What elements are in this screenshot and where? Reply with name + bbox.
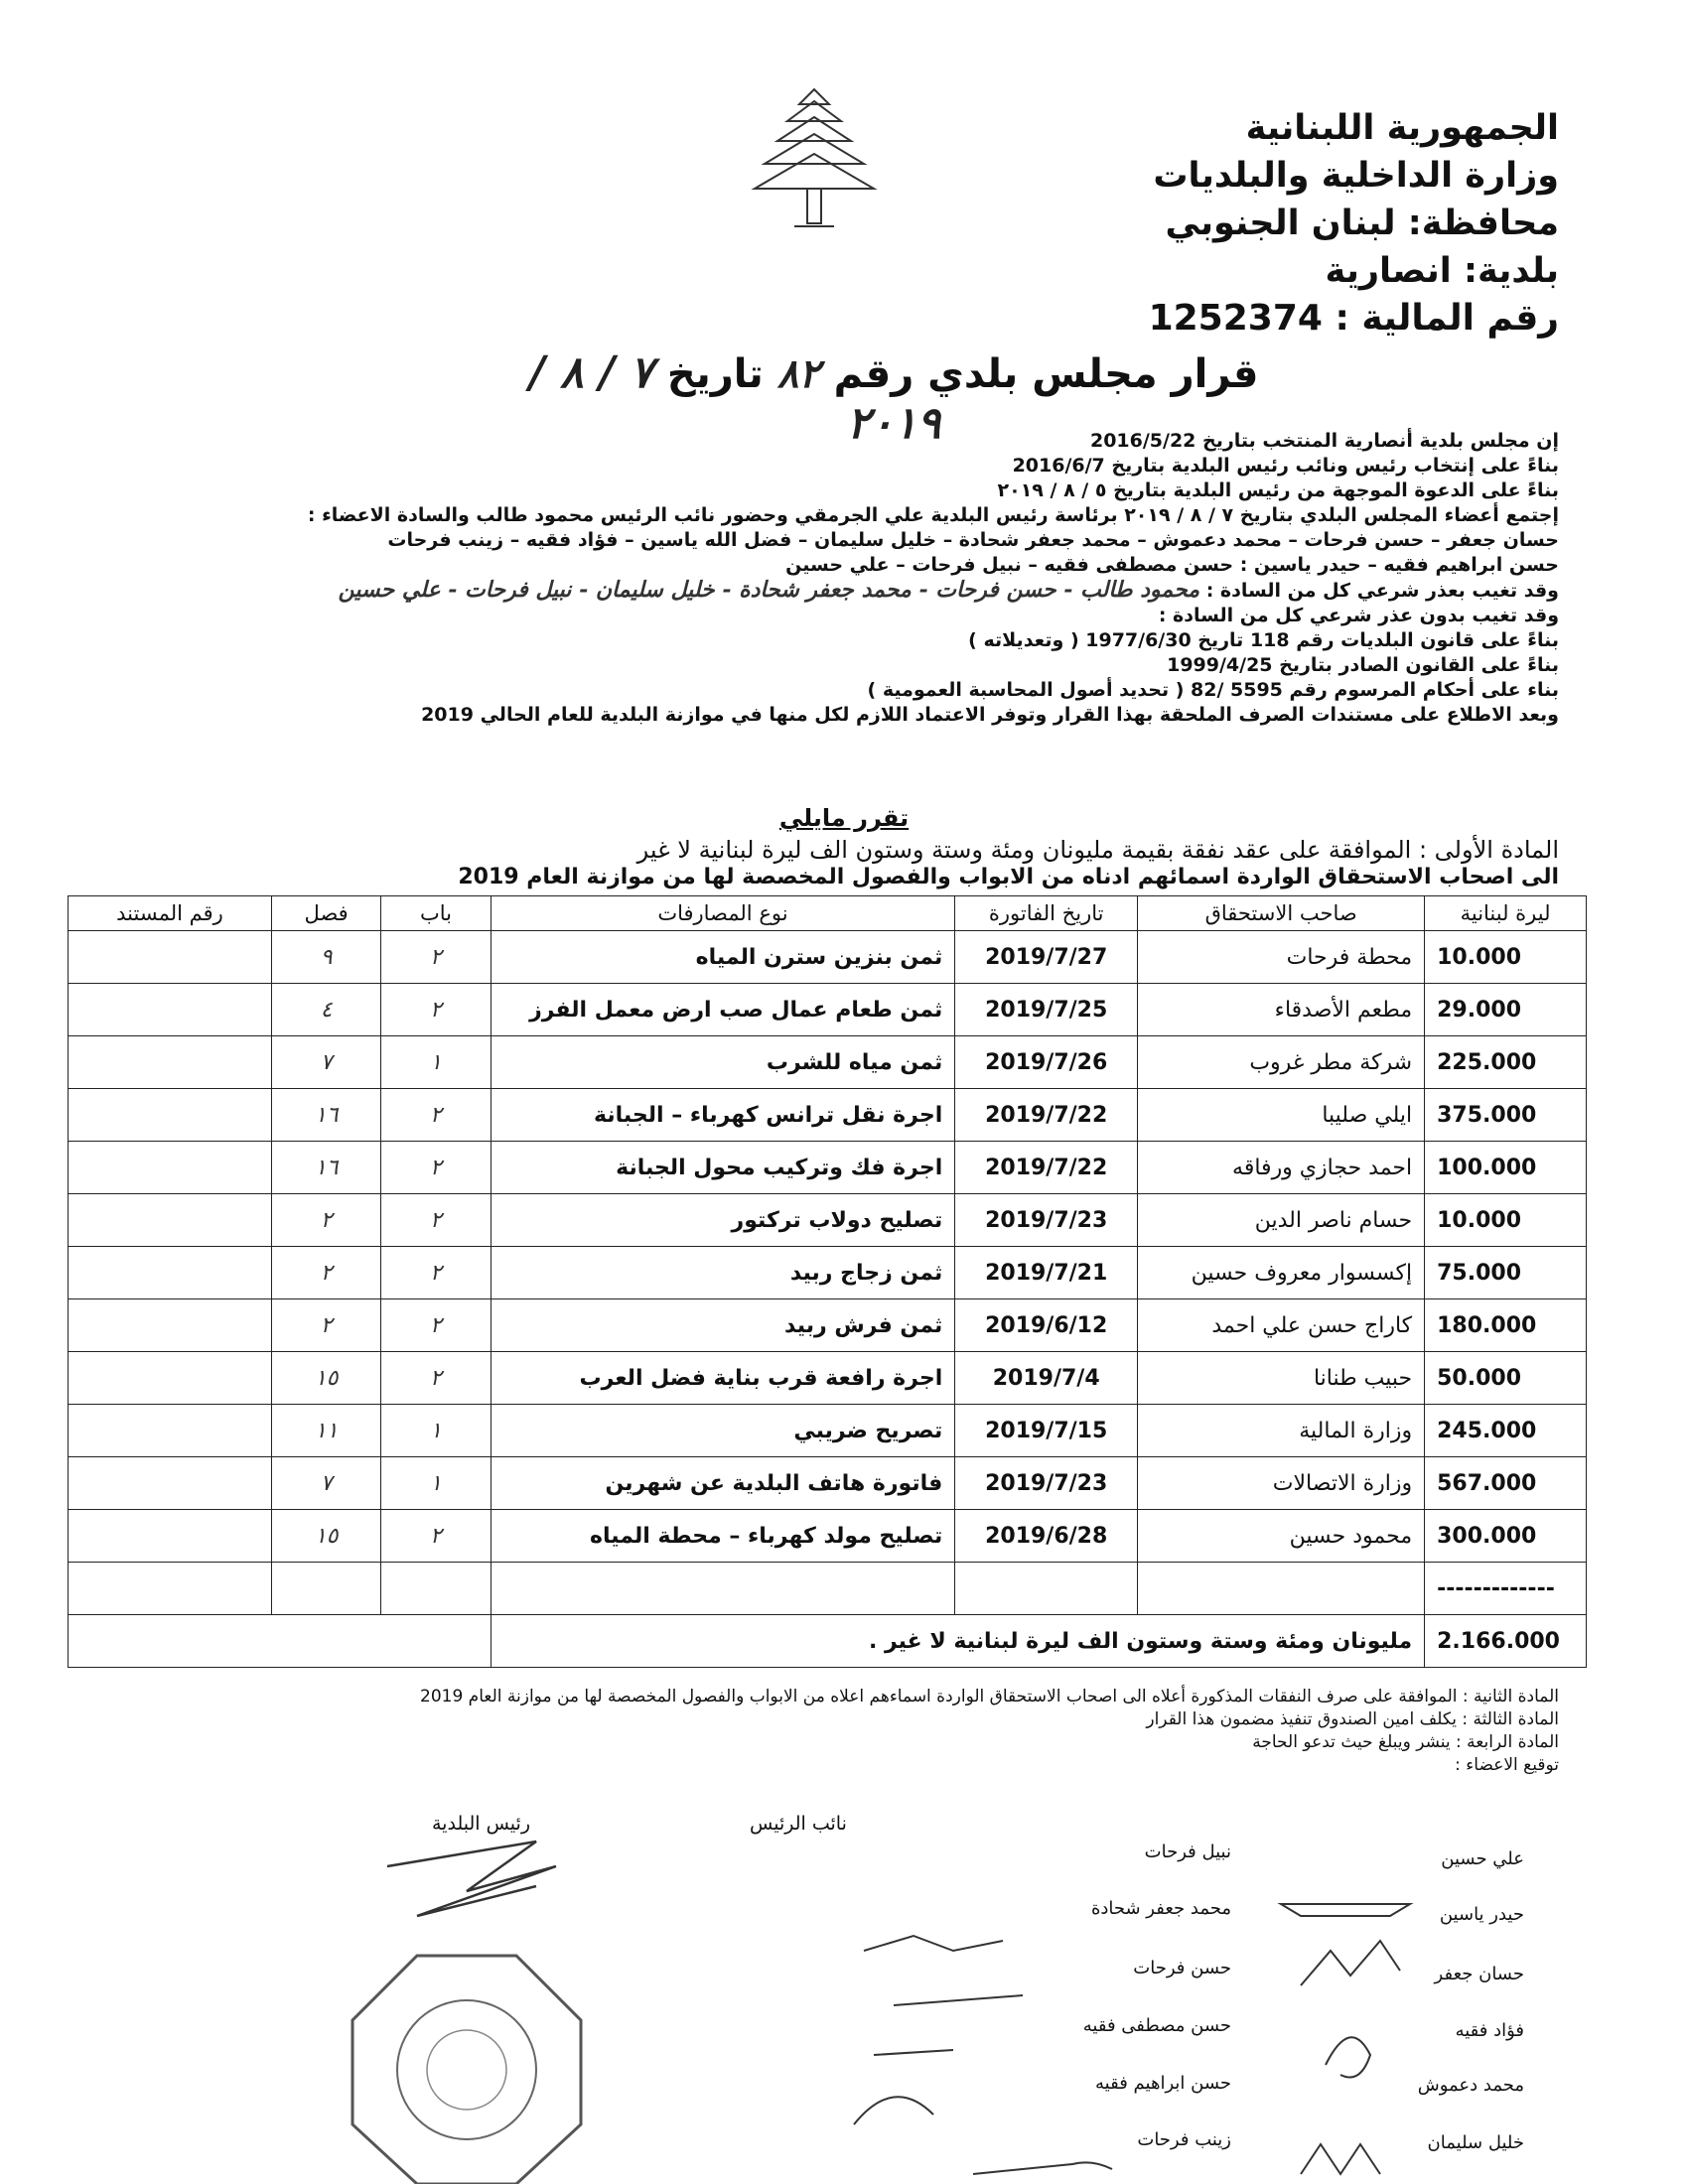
- document-number-cell: [69, 1405, 272, 1457]
- ministry-name: وزارة الداخلية والبلديات: [1153, 156, 1559, 196]
- attending-members: حسان جعفر – حسن فرحات – محمد دعموش – محمد جعفر شحادة – خليل سليمان – فضل الله ياسين – فؤاد فقيه – زينب فرحات: [387, 529, 1559, 551]
- empty-cell: [955, 1563, 1138, 1615]
- invoice-date-cell: 2019/7/22: [955, 1142, 1138, 1194]
- member-name-middle: زينب فرحات: [1137, 2129, 1231, 2150]
- column-header-fasl: فصل: [271, 896, 380, 931]
- payee-cell: وزارة المالية: [1138, 1405, 1425, 1457]
- preamble-line: إن مجلس بلدية أنصارية المنتخب بتاريخ 2016/5/22: [1089, 430, 1559, 452]
- fasl-cell-handwritten: ١٥: [271, 1510, 380, 1563]
- amount-cell: 225.000: [1425, 1036, 1587, 1089]
- document-number-cell: [69, 984, 272, 1036]
- table-row: [69, 1457, 1587, 1510]
- empty-cell: [381, 1563, 491, 1615]
- fasl-cell-handwritten: ٩: [271, 931, 380, 984]
- payee-cell: حبيب طنانا: [1138, 1352, 1425, 1405]
- expense-type-cell: ثمن فرش ربيد: [491, 1299, 955, 1352]
- governorate: محافظة: لبنان الجنوبي: [1165, 204, 1559, 243]
- fasl-cell-handwritten: ١٦: [271, 1142, 380, 1194]
- expense-type-cell: تصريح ضريبي: [491, 1405, 955, 1457]
- bab-cell-handwritten: ١: [381, 1405, 491, 1457]
- invoice-date-cell: 2019/7/15: [955, 1405, 1138, 1457]
- document-number-cell: [69, 1457, 272, 1510]
- empty-cell: [1138, 1563, 1425, 1615]
- member-name-right: علي حسين: [1441, 1848, 1524, 1869]
- fasl-cell-handwritten: ١٦: [271, 1089, 380, 1142]
- bab-cell-handwritten: ٢: [381, 1142, 491, 1194]
- document-number-cell: [69, 1089, 272, 1142]
- member-name-middle: حسن مصطفى فقيه: [1082, 2015, 1231, 2036]
- invoice-date-cell: 2019/6/28: [955, 1510, 1138, 1563]
- fasl-cell-handwritten: ١١: [271, 1405, 380, 1457]
- total-amount: 2.166.000: [1425, 1615, 1587, 1668]
- payee-cell: محمود حسين: [1138, 1510, 1425, 1563]
- document-number-cell: [69, 1142, 272, 1194]
- document-number-cell: [69, 1194, 272, 1247]
- amount-cell: 10.000: [1425, 931, 1587, 984]
- bab-cell-handwritten: ٢: [381, 1194, 491, 1247]
- vice-president-label: نائب الرئيس: [750, 1813, 847, 1835]
- payee-cell: إكسسوار معروف حسين: [1138, 1247, 1425, 1299]
- president-label: رئيس البلدية: [432, 1813, 530, 1835]
- document-number-cell: [69, 1510, 272, 1563]
- decision-date-handwritten: ٧ / ٨ / ٢٠١٩: [528, 347, 941, 449]
- member-name-middle: حسن فرحات: [1133, 1958, 1231, 1979]
- table-row: [69, 1194, 1587, 1247]
- bab-cell-handwritten: ٢: [381, 1299, 491, 1352]
- expense-type-cell: اجرة رافعة قرب بناية فضل العرب: [491, 1352, 955, 1405]
- preamble-line: بناء على أحكام المرسوم رقم 5595 /82 ( تحديد أصول المحاسبة العمومية ): [867, 679, 1559, 701]
- amount-cell: 567.000: [1425, 1457, 1587, 1510]
- bab-cell-handwritten: ٢: [381, 984, 491, 1036]
- invoice-date-cell: 2019/7/23: [955, 1457, 1138, 1510]
- amount-cell: 300.000: [1425, 1510, 1587, 1563]
- fasl-cell-handwritten: ١٥: [271, 1352, 380, 1405]
- payee-cell: شركة مطر غروب: [1138, 1036, 1425, 1089]
- expense-table: [68, 895, 1587, 1668]
- bab-cell-handwritten: ٢: [381, 931, 491, 984]
- invoice-date-cell: 2019/7/27: [955, 931, 1138, 984]
- amount-cell: 100.000: [1425, 1142, 1587, 1194]
- empty-cell: [491, 1563, 955, 1615]
- fasl-cell-handwritten: ٢: [271, 1247, 380, 1299]
- amount-cell: 29.000: [1425, 984, 1587, 1036]
- empty-cell: [69, 1615, 492, 1668]
- article-four: المادة الرابعة : ينشر ويبلغ حيث تدعو الحاجة: [1252, 1732, 1559, 1752]
- total-in-words: مليونان ومئة وستة وستون الف ليرة لبنانية لا غير .: [491, 1615, 1425, 1668]
- amount-cell: 180.000: [1425, 1299, 1587, 1352]
- article-one-line: الى اصحاب الاستحقاق الواردة اسمائهم ادناه من الابواب والفصول المخصصة لها من موازنة العام 2019: [458, 865, 1559, 889]
- title-date-label: تاريخ: [666, 351, 764, 397]
- empty-cell: [271, 1563, 380, 1615]
- preamble-line: بناءً على قانون البلديات رقم 118 تاريخ 1977/6/30 ( وتعديلاته ): [968, 629, 1559, 651]
- expense-type-cell: تصليح دولاب تركتور: [491, 1194, 955, 1247]
- fasl-cell-handwritten: ٢: [271, 1299, 380, 1352]
- expense-type-cell: ثمن مياه للشرب: [491, 1036, 955, 1089]
- fasl-cell-handwritten: ٧: [271, 1457, 380, 1510]
- empty-cell: [69, 1563, 272, 1615]
- column-header-amount: ليرة لبنانية: [1425, 896, 1587, 931]
- table-row: [69, 1247, 1587, 1299]
- unexcused-absence-label: وقد تغيب بدون عذر شرعي كل من السادة :: [1158, 605, 1559, 626]
- payee-cell: مطعم الأصدقاء: [1138, 984, 1425, 1036]
- preamble: [89, 429, 1559, 728]
- expense-type-cell: تصليح مولد كهرباء – محطة المياه: [491, 1510, 955, 1563]
- table-row: [69, 931, 1587, 984]
- bab-cell-handwritten: ١: [381, 1036, 491, 1089]
- decision-heading: تقرر مايلي: [778, 804, 910, 832]
- article-one: [70, 836, 1559, 891]
- article-three: المادة الثالثة : يكلف امين الصندوق تنفيذ مضمون هذا القرار: [1146, 1709, 1559, 1729]
- amount-cell: 10.000: [1425, 1194, 1587, 1247]
- letterhead: [864, 104, 1559, 342]
- fasl-cell-handwritten: ٧: [271, 1036, 380, 1089]
- member-name-middle: حسن ابراهيم فقيه: [1095, 2073, 1231, 2094]
- member-name-right: خليل سليمان: [1427, 2132, 1524, 2153]
- separator-row: [69, 1563, 1587, 1615]
- document-number-cell: [69, 1299, 272, 1352]
- member-signatures: [854, 1904, 1410, 2174]
- republic-name: الجمهورية اللبنانية: [1245, 108, 1559, 148]
- financial-number: رقم المالية : 1252374: [1148, 298, 1559, 339]
- member-name-right: فؤاد فقيه: [1455, 2020, 1524, 2041]
- article-two: المادة الثانية : الموافقة على صرف النفقات المذكورة أعلاه الى اصحاب الاستحقاق الواردة اسماءهم اعلاه من الابواب والفصول المخصصة لها من موازنة العام 2019: [420, 1687, 1559, 1706]
- bab-cell-handwritten: ٢: [381, 1247, 491, 1299]
- decision-number-handwritten: ٨٢: [776, 350, 820, 397]
- document-number-cell: [69, 1247, 272, 1299]
- excused-members-handwritten: محمود طالب - حسن فرحات - محمد جعفر شحادة - خليل سليمان - نبيل فرحات - علي حسين: [338, 577, 1200, 603]
- column-header-doc: رقم المستند: [69, 896, 272, 931]
- member-name-right: حيدر ياسين: [1439, 1904, 1524, 1925]
- attending-members-2: حسن ابراهيم فقيه – حيدر ياسين : حسن مصطفى فقيه – نبيل فرحات – علي حسين: [785, 554, 1559, 576]
- total-row: [69, 1615, 1587, 1668]
- fasl-cell-handwritten: ٤: [271, 984, 380, 1036]
- preamble-line: إجتمع أعضاء المجلس البلدي بتاريخ ٧ / ٨ / ٢٠١٩ برئاسة رئيس البلدية علي الجرمقي وحضور نائب الرئيس محمود طالب والسادة الاعضاء :: [307, 504, 1559, 526]
- document-number-cell: [69, 1352, 272, 1405]
- president-signature: [387, 1842, 556, 1916]
- invoice-date-cell: 2019/7/26: [955, 1036, 1138, 1089]
- expense-type-cell: ثمن زجاج ربيد: [491, 1247, 955, 1299]
- amount-cell: 75.000: [1425, 1247, 1587, 1299]
- document-number-cell: [69, 1036, 272, 1089]
- table-row: [69, 1510, 1587, 1563]
- closing-articles: [70, 1686, 1559, 1777]
- fasl-cell-handwritten: ٢: [271, 1194, 380, 1247]
- invoice-date-cell: 2019/7/23: [955, 1194, 1138, 1247]
- bab-cell-handwritten: ٢: [381, 1510, 491, 1563]
- table-row: [69, 1142, 1587, 1194]
- municipality: بلدية: انصارية: [1325, 251, 1559, 291]
- invoice-date-cell: 2019/7/22: [955, 1089, 1138, 1142]
- preamble-line: بناءً على إنتخاب رئيس ونائب رئيس البلدية بتاريخ 2016/6/7: [1012, 455, 1559, 477]
- payee-cell: وزارة الاتصالات: [1138, 1457, 1425, 1510]
- bab-cell-handwritten: ٢: [381, 1352, 491, 1405]
- separator-cell: -------------: [1425, 1563, 1587, 1615]
- bab-cell-handwritten: ١: [381, 1457, 491, 1510]
- expense-type-cell: ثمن طعام عمال صب ارض معمل الفرز: [491, 984, 955, 1036]
- table-row: [69, 1036, 1587, 1089]
- expense-type-cell: ثمن بنزين سترن المياه: [491, 931, 955, 984]
- amount-cell: 245.000: [1425, 1405, 1587, 1457]
- column-header-payee: صاحب الاستحقاق: [1138, 896, 1425, 931]
- table-row: [69, 1089, 1587, 1142]
- bab-cell-handwritten: ٢: [381, 1089, 491, 1142]
- preamble-line: بناءً على الدعوة الموجهة من رئيس البلدية بتاريخ ٥ / ٨ / ٢٠١٩: [997, 479, 1559, 501]
- table-row: [69, 1299, 1587, 1352]
- table-row: [69, 1352, 1587, 1405]
- expense-type-cell: اجرة نقل ترانس كهرباء – الجبانة: [491, 1089, 955, 1142]
- table-header-row: [69, 896, 1587, 931]
- cedar-emblem-icon: [740, 79, 889, 238]
- table-body: [69, 931, 1587, 1668]
- members-signature-label: توقيع الاعضاء :: [1455, 1755, 1559, 1775]
- preamble-line: بناءً على القانون الصادر بتاريخ 1999/4/25: [1167, 654, 1559, 676]
- expense-type-cell: فاتورة هاتف البلدية عن شهرين: [491, 1457, 955, 1510]
- payee-cell: كاراج حسن علي احمد: [1138, 1299, 1425, 1352]
- member-name-middle: نبيل فرحات: [1144, 1842, 1231, 1862]
- member-name-middle: محمد جعفر شحادة: [1090, 1898, 1231, 1919]
- amount-cell: 375.000: [1425, 1089, 1587, 1142]
- excused-absence-label: وقد تغيب بعذر شرعي كل من السادة : محمود طالب - حسن فرحات - محمد جعفر شحادة - خليل سليمان - نبيل فرحات - علي حسين: [338, 577, 1559, 603]
- invoice-date-cell: 2019/7/25: [955, 984, 1138, 1036]
- invoice-date-cell: 2019/6/12: [955, 1299, 1138, 1352]
- article-one-line: المادة الأولى : الموافقة على عقد نفقة بقيمة مليونان ومئة وستة وستون الف ليرة لبنانية لا غير: [636, 836, 1559, 864]
- table-row: [69, 1405, 1587, 1457]
- payee-cell: حسام ناصر الدين: [1138, 1194, 1425, 1247]
- amount-cell: 50.000: [1425, 1352, 1587, 1405]
- table-row: [69, 984, 1587, 1036]
- invoice-date-cell: 2019/7/21: [955, 1247, 1138, 1299]
- payee-cell: ايلي صليبا: [1138, 1089, 1425, 1142]
- municipal-stamp: [352, 1956, 581, 2184]
- payee-cell: محطة فرحات: [1138, 931, 1425, 984]
- column-header-expense: نوع المصارفات: [491, 896, 955, 931]
- title-text: قرار مجلس بلدي رقم: [833, 351, 1259, 397]
- member-name-right: محمد دعموش: [1417, 2075, 1524, 2096]
- column-header-bab: باب: [381, 896, 491, 931]
- column-header-date: تاريخ الفاتورة: [955, 896, 1138, 931]
- member-name-right: حسان جعفر: [1434, 1964, 1524, 1984]
- preamble-line: وبعد الاطلاع على مستندات الصرف الملحقة بهذا القرار وتوفر الاعتماد اللازم لكل منها في موازنة البلدية للعام الحالي 2019: [421, 704, 1559, 726]
- expense-type-cell: اجرة فك وتركيب محول الجبانة: [491, 1142, 955, 1194]
- document-number-cell: [69, 931, 272, 984]
- payee-cell: احمد حجازي ورفاقه: [1138, 1142, 1425, 1194]
- invoice-date-cell: 2019/7/4: [955, 1352, 1138, 1405]
